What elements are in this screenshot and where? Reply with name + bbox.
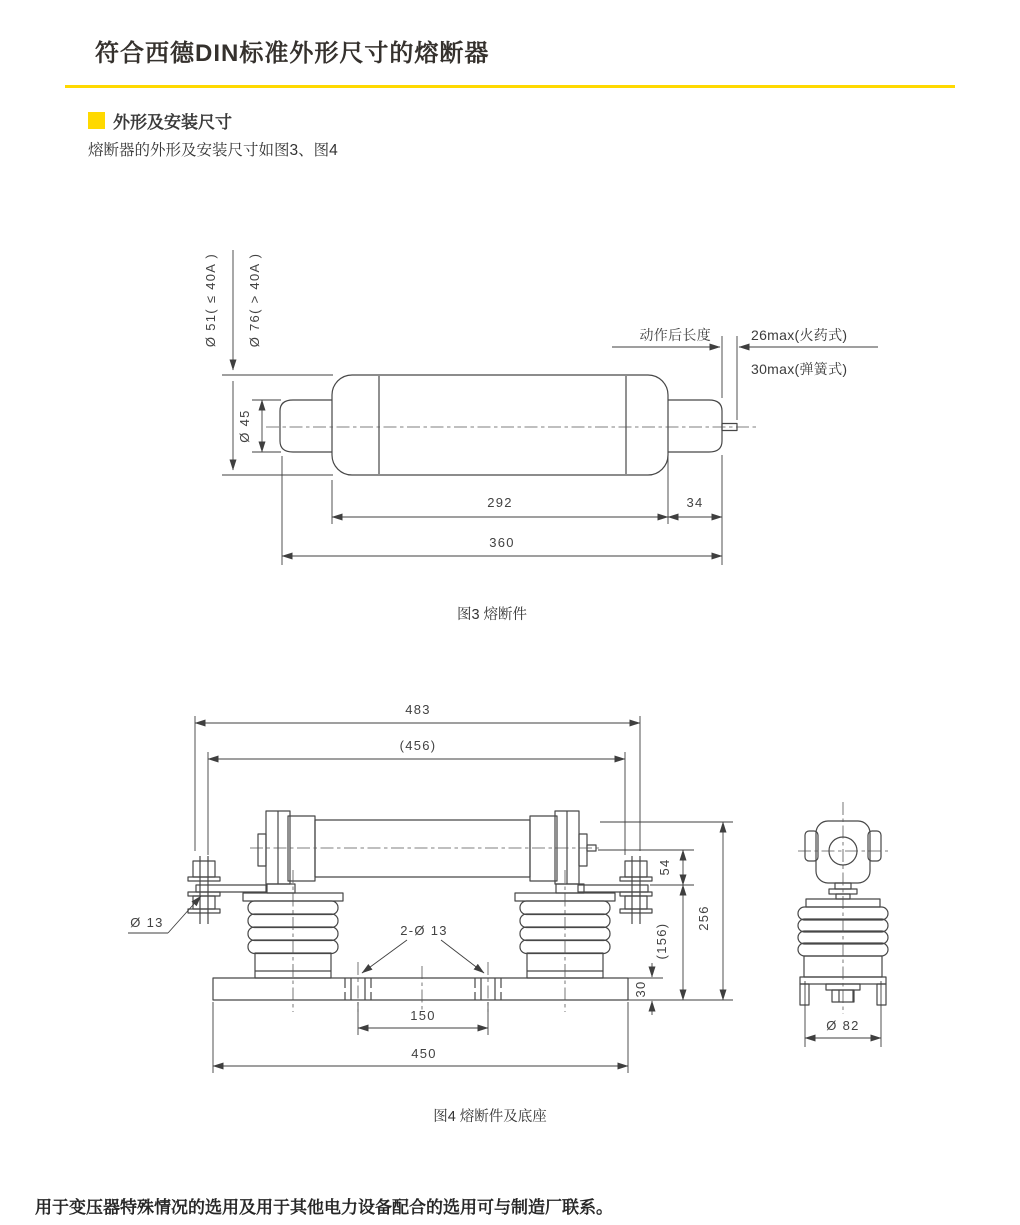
clip-button-right xyxy=(579,834,587,866)
dim-483-label: 483 xyxy=(405,702,431,717)
section-heading: 外形及安装尺寸 xyxy=(113,113,232,132)
dim-30max-label: 30max(弹簧式) xyxy=(751,361,848,377)
terminal-bolt-left xyxy=(188,856,220,924)
dim-292-label: 292 xyxy=(487,495,513,510)
dim-dia82-label: Ø 82 xyxy=(826,1018,860,1033)
end-cap-left xyxy=(280,400,332,452)
fuse-assembly xyxy=(196,811,648,893)
fuse-body xyxy=(332,375,668,475)
figure3-drawing xyxy=(203,250,878,623)
intro-text: 熔断器的外形及安装尺寸如图3、图4 xyxy=(88,142,338,159)
dim-post-action-label: 动作后长度 xyxy=(639,327,711,343)
dim-dia76-label: Ø 76( > 40A ) xyxy=(247,252,262,348)
dim-360-label: 360 xyxy=(489,535,515,550)
dim-30-label: 30 xyxy=(633,980,648,998)
figure3-dimensions xyxy=(222,250,878,565)
clip-support-left xyxy=(267,884,295,893)
footer-note: 用于变压器特殊情况的选用及用于其他电力设备配合的选用可与制造厂联系。 xyxy=(35,1198,613,1217)
dim-450-label: 450 xyxy=(411,1046,437,1061)
dim-156-label: (156) xyxy=(654,922,669,960)
figure4-drawing xyxy=(128,702,888,1125)
terminal-pad-right xyxy=(578,885,648,892)
dim-2dia13-label: 2-Ø 13 xyxy=(400,923,448,938)
figure4-caption: 图4 熔断件及底座 xyxy=(433,1109,547,1125)
dim-dia51-label: Ø 51( ≤ 40A ) xyxy=(203,252,218,348)
dim-dia13-label: Ø 13 xyxy=(130,915,164,930)
dim-54-label: 54 xyxy=(657,858,672,876)
clip-button-left xyxy=(258,834,266,866)
fuse-tube xyxy=(315,820,530,877)
dim-34-label: 34 xyxy=(686,495,704,510)
terminal-pad-left xyxy=(196,885,266,892)
fuse-cap-right xyxy=(530,816,557,881)
fuse-cap-left xyxy=(288,816,315,881)
dim-150-label: 150 xyxy=(410,1008,436,1023)
side-view xyxy=(798,802,888,1047)
dim-dia45-label: Ø 45 xyxy=(237,409,252,443)
terminal-bolt-right xyxy=(620,856,652,924)
page-title: 符合西德DIN标准外形尺寸的熔断器 xyxy=(95,40,490,67)
dim-26max-label: 26max(火药式) xyxy=(751,327,848,343)
base-plate xyxy=(213,978,628,1000)
end-cap-right xyxy=(668,400,722,452)
figure3-caption: 图3 熔断件 xyxy=(456,607,528,623)
dim-456-label: (456) xyxy=(399,738,437,753)
dim-256-label: 256 xyxy=(696,905,711,931)
